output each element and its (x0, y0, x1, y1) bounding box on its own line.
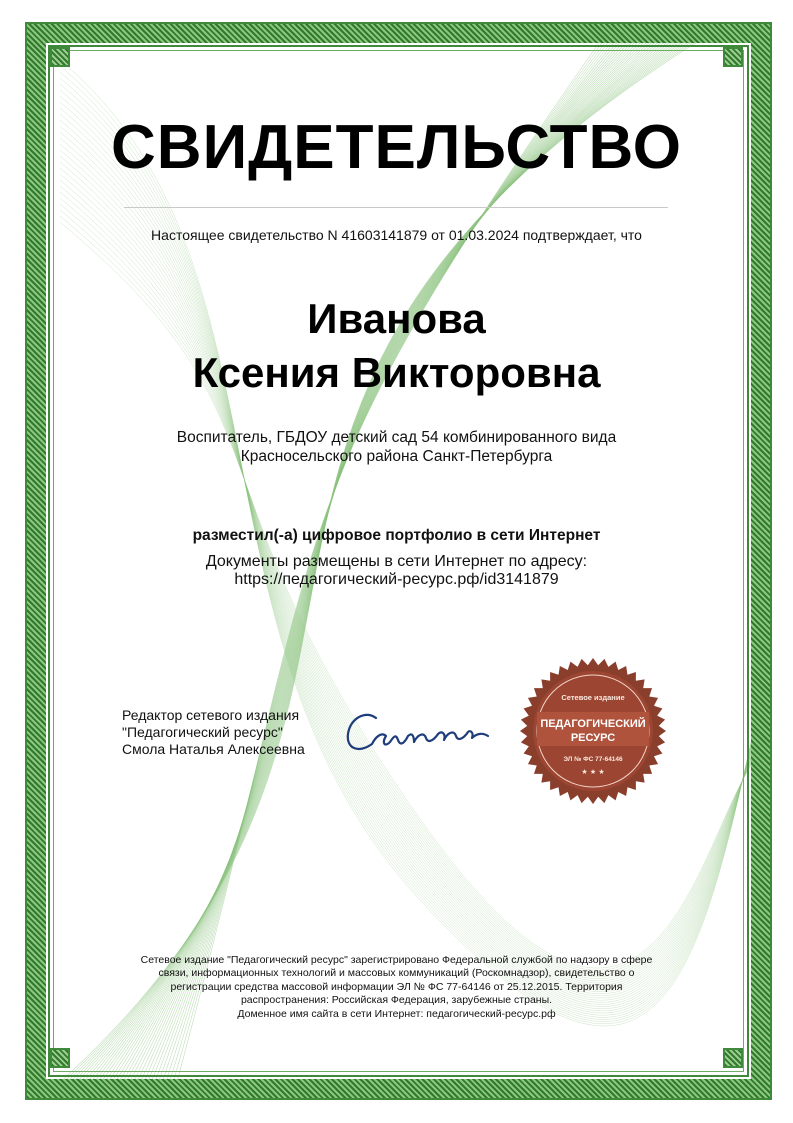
legal-notice (120, 954, 673, 1021)
seal-stars: ★ ★ ★ (581, 768, 605, 776)
certificate-title: СВИДЕТЕЛЬСТВО (111, 113, 682, 182)
recipient-surname: Иванова (307, 295, 486, 342)
seal-registration: ЭЛ № ФС 77-64146 (563, 756, 623, 763)
legal-line-5: Доменное имя сайта в сети Интернет: педагогический-ресурс.рф (237, 1007, 556, 1020)
seal-name-line2: РЕСУРС (570, 732, 616, 744)
seal-top-text: Сетевое издание (561, 693, 625, 702)
recipient-given-names: Ксения Викторовна (192, 349, 601, 396)
documents-url: https://педагогический-ресурс.рф/id3141879 (234, 571, 559, 588)
legal-line-1: Сетевое издание "Педагогический ресурс" зарегистрировано Федеральной службой по надзору в сфере (140, 954, 653, 966)
editor-name: Смола Наталья Алексеевна (122, 741, 305, 757)
legal-line-3: регистрации средства массовой информации ЭЛ № ФС 77-64146 от 25.12.2015. Территория (170, 980, 623, 993)
legal-line-2: связи, информационных технологий и массовых коммуникаций (Роскомнадзор), свидетельство о (158, 967, 635, 980)
editor-title: Редактор сетевого издания (122, 707, 300, 723)
documents-note: Документы размещены в сети Интернет по адресу: (205, 553, 588, 570)
certificate-intro: Настоящее свидетельство N 41603141879 от 01.03.2024 подтверждает, что (151, 227, 642, 243)
achievement-statement: разместил(-а) цифровое портфолио в сети Интернет (192, 527, 601, 544)
recipient-position-line2: Красносельского района Санкт-Петербурга (240, 448, 553, 465)
recipient-position-line1: Воспитатель, ГБДОУ детский сад 54 комбинированного вида (176, 429, 617, 446)
seal-name-line1: ПЕДАГОГИЧЕСКИЙ (540, 718, 646, 730)
title-divider (124, 207, 668, 208)
editor-signature (342, 706, 492, 760)
publisher-seal (519, 657, 667, 805)
editor-publication: "Педагогический ресурс" (122, 724, 283, 740)
legal-line-4: распространения: Российская Федерация, зарубежные страны. (240, 994, 553, 1007)
